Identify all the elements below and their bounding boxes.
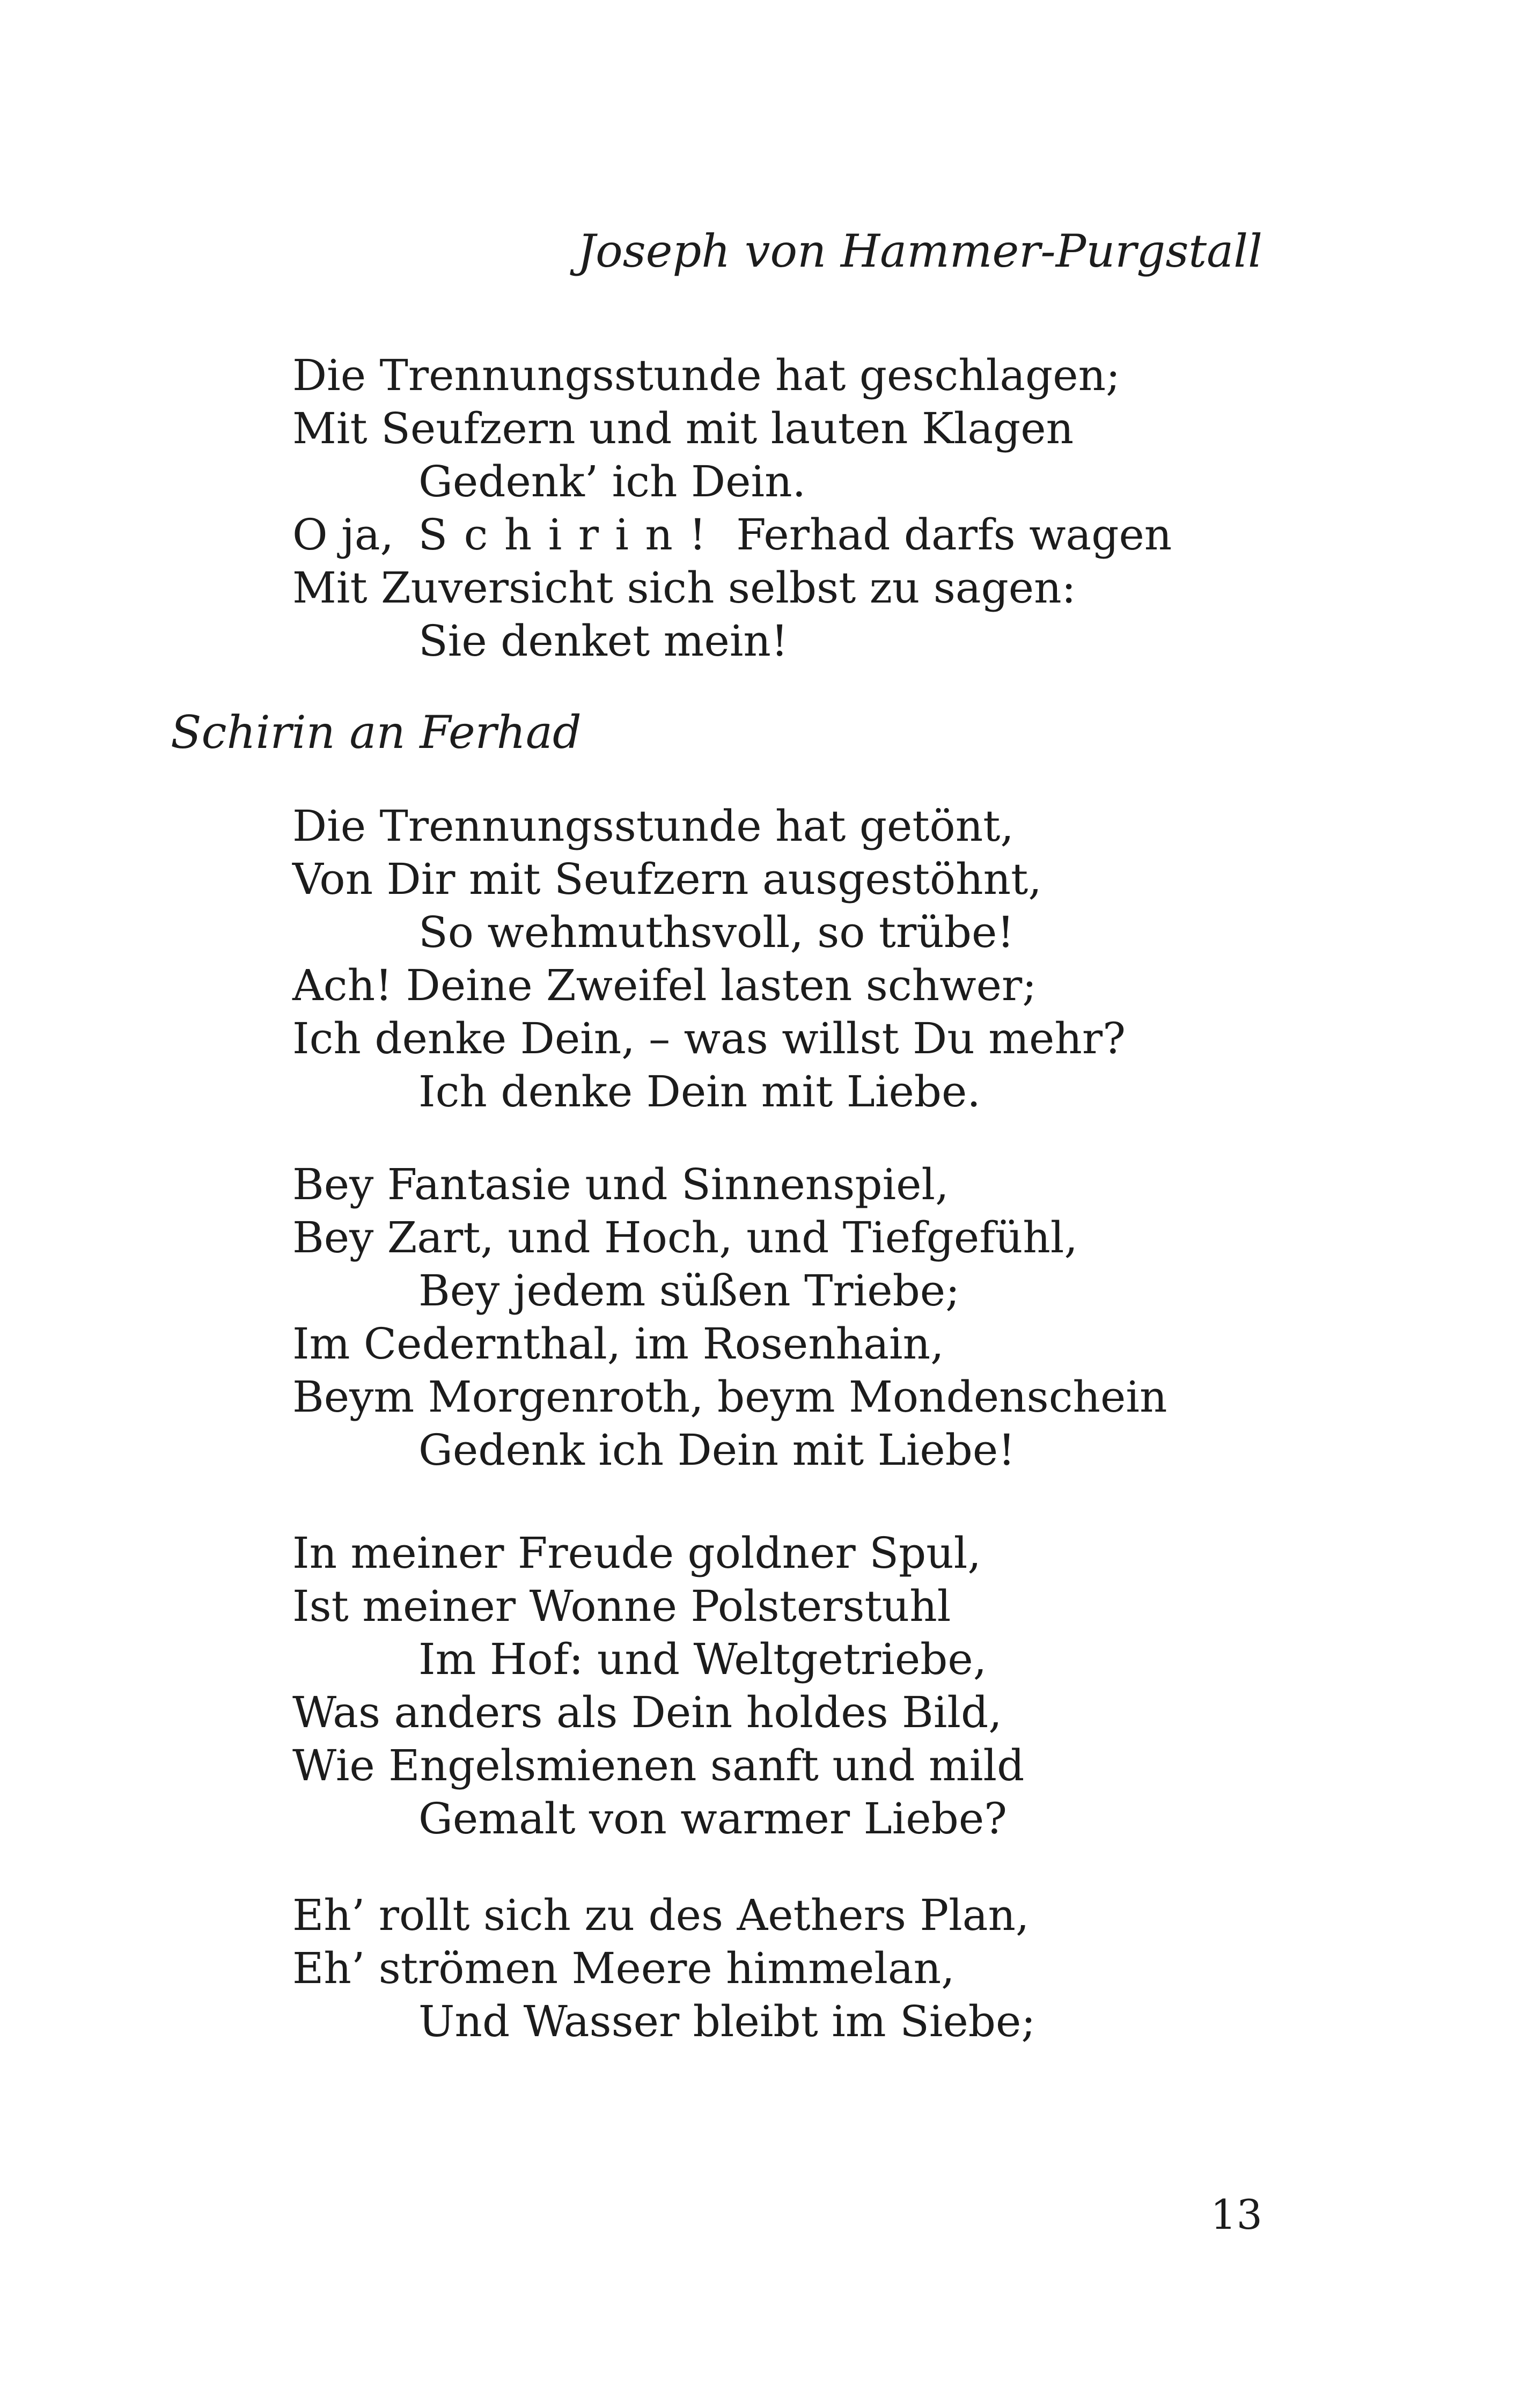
stanza-5 <box>292 1889 1035 2048</box>
poem-title: Schirin an Ferhad <box>171 706 582 759</box>
verse-line: Eh’ rollt sich zu des Aethers Plan, <box>292 1890 1030 1940</box>
verse-line: Und Wasser bleibt im Siebe; <box>418 1996 1036 2046</box>
verse-line: Die Trennungsstunde hat geschlagen; <box>292 350 1121 400</box>
verse-line: Die Trennungsstunde hat getönt, <box>292 801 1014 851</box>
verse-line: Gemalt von warmer Liebe? <box>418 1794 1008 1844</box>
verse-line: Sie denket mein! <box>418 616 789 666</box>
verse-line: Gedenk’ ich Dein. <box>418 457 806 506</box>
verse-line: Im Hof: und Weltgetriebe, <box>418 1634 987 1684</box>
verse-line: Ist meiner Wonne Polsterstuhl <box>292 1581 951 1631</box>
verse-line: Was anders als Dein holdes Bild, <box>292 1687 1002 1737</box>
verse-line: Eh’ strömen Meere himmelan, <box>292 1943 955 1993</box>
verse-line: Mit Seufzern und mit lauten Klagen <box>292 403 1074 453</box>
verse-line: Ach! Deine Zweifel lasten schwer; <box>292 960 1037 1010</box>
verse-line: Ich denke Dein mit Liebe. <box>418 1067 981 1117</box>
verse-line-prefix: O ja, <box>292 510 394 560</box>
verse-line: Wie Engelsmienen sanft und mild <box>292 1741 1025 1790</box>
verse-line: Mit Zuversicht sich selbst zu sagen: <box>292 563 1076 613</box>
page-number: 13 <box>1210 2191 1262 2238</box>
verse-line-suffix: Ferhad darfs wagen <box>736 510 1172 560</box>
verse-line: Bey Zart, und Hoch, und Tiefgefühl, <box>292 1213 1078 1262</box>
verse-line: In meiner Freude goldner Spul, <box>292 1528 981 1578</box>
stanza-1 <box>292 349 1172 667</box>
running-header-author: Joseph von Hammer-Purgstall <box>577 225 1262 277</box>
verse-line: Beym Morgenroth, beym Mondenschein <box>292 1372 1167 1422</box>
verse-line: Im Cedernthal, im Rosenhain, <box>292 1319 944 1369</box>
spaced-name: Schirin! <box>418 510 723 560</box>
verse-line: So wehmuthsvoll, so trübe! <box>418 907 1015 957</box>
verse-line: Bey Fantasie und Sinnenspiel, <box>292 1159 949 1209</box>
stanza-3 <box>292 1158 1167 1477</box>
verse-line: Bey jedem süßen Triebe; <box>418 1266 960 1316</box>
verse-line <box>292 508 1172 561</box>
stanza-4 <box>292 1526 1024 1845</box>
verse-line: Von Dir mit Seufzern ausgestöhnt, <box>292 854 1042 904</box>
verse-line: Ich denke Dein, – was willst Du mehr? <box>292 1014 1126 1063</box>
stanza-2 <box>292 799 1126 1118</box>
verse-line: Gedenk ich Dein mit Liebe! <box>418 1425 1016 1475</box>
